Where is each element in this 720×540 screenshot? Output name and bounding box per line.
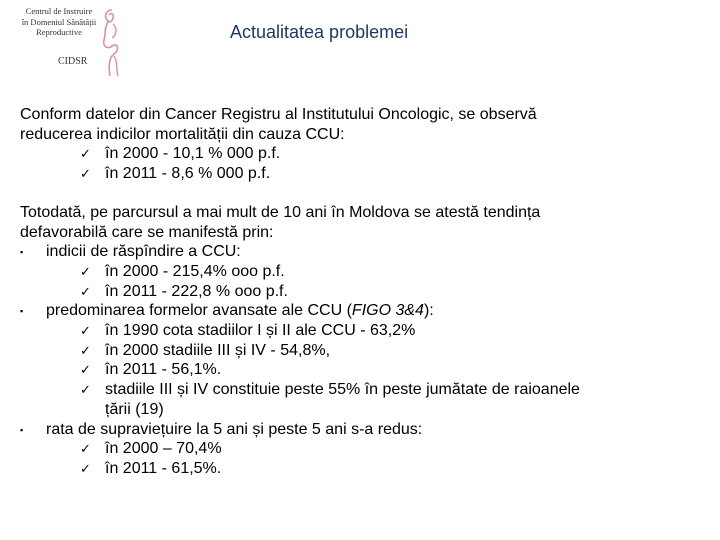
check-item-text: în 2000 – 70,4% bbox=[105, 440, 222, 458]
check-list-item bbox=[20, 459, 710, 479]
cidsr-logo bbox=[10, 4, 122, 80]
check-list-item bbox=[20, 439, 710, 459]
page-title: Actualitatea problemei bbox=[230, 22, 409, 42]
check-item-text: în 2000 - 215,4% ooo p.f. bbox=[105, 262, 285, 280]
bullet-text-italic: FIGO 3&4 bbox=[351, 302, 424, 320]
checkmark-icon: ✓ bbox=[80, 166, 91, 182]
check-item-text: în 2011 - 61,5%. bbox=[105, 459, 222, 477]
check-list-item bbox=[20, 164, 710, 184]
paragraph-line: defavorabilă care se manifestă prin: bbox=[20, 223, 274, 241]
check-item-text: în 2000 - 10,1 % 000 p.f. bbox=[105, 145, 281, 163]
bullet-item bbox=[20, 242, 710, 262]
checkmark-icon: ✓ bbox=[80, 460, 91, 476]
check-item-text: în 2000 stadiile III și IV - 54,8%, bbox=[105, 341, 331, 359]
checkmark-icon: ✓ bbox=[80, 362, 91, 378]
checkmark-icon: ✓ bbox=[80, 382, 91, 398]
check-list-item bbox=[20, 341, 710, 361]
bullet-text: predominarea formelor avansate ale CCU ( bbox=[46, 302, 352, 320]
check-list-item bbox=[20, 144, 710, 164]
logo-line: în Domeniul Sănătății bbox=[21, 16, 97, 27]
bullet-icon: ▪ bbox=[20, 306, 24, 317]
checkmark-icon: ✓ bbox=[80, 323, 91, 339]
paragraph-line: Totodată, pe parcursul a mai mult de 10 ani în Moldova se atestă tendința bbox=[20, 203, 541, 221]
checkmark-icon: ✓ bbox=[80, 283, 91, 299]
check-item-text: în 2011 - 8,6 % 000 p.f. bbox=[105, 165, 271, 183]
body-text bbox=[20, 105, 710, 479]
pregnant-woman-figure-icon bbox=[94, 6, 128, 78]
bullet-item bbox=[20, 301, 710, 321]
check-item-text: în 2011 - 56,1%. bbox=[105, 361, 222, 379]
bullet-text: rata de supraviețuire la 5 ani și peste 5 ani s-a redus: bbox=[46, 420, 423, 438]
check-list-item bbox=[20, 262, 710, 282]
paragraph-line: Conform datelor din Cancer Registru al Institutului Oncologic, se observă bbox=[20, 106, 537, 123]
bullet-text: ): bbox=[423, 302, 434, 320]
paragraph-line: reducerea indicilor mortalității din cauza CCU: bbox=[20, 125, 345, 143]
logo-line: Reproductive bbox=[36, 27, 82, 37]
checkmark-icon: ✓ bbox=[80, 146, 91, 162]
check-item-text: în 1990 cota stadiilor I și II ale CCU - 63,2% bbox=[105, 322, 416, 340]
check-item-text: stadiile III și IV constituie peste 55% în peste jumătate de raioanele bbox=[105, 381, 580, 399]
checkmark-icon: ✓ bbox=[80, 441, 91, 457]
checkmark-icon: ✓ bbox=[80, 263, 91, 279]
check-item-continuation: țării (19) bbox=[105, 400, 164, 418]
check-list-item bbox=[20, 282, 710, 302]
bullet-icon: ▪ bbox=[20, 247, 24, 258]
check-list-item bbox=[20, 360, 710, 380]
checkmark-icon: ✓ bbox=[80, 342, 91, 358]
logo-abbreviation: CIDSR bbox=[58, 56, 88, 67]
bullet-text: indicii de răspîndire a CCU: bbox=[46, 243, 241, 261]
bullet-icon: ▪ bbox=[20, 424, 24, 435]
check-list-item bbox=[20, 380, 710, 400]
logo-text bbox=[14, 6, 104, 38]
check-list-item bbox=[20, 321, 710, 341]
logo-line: Centrul de Instruire bbox=[25, 6, 93, 16]
bullet-item bbox=[20, 420, 710, 440]
check-item-text: în 2011 - 222,8 % ooo p.f. bbox=[105, 282, 288, 300]
